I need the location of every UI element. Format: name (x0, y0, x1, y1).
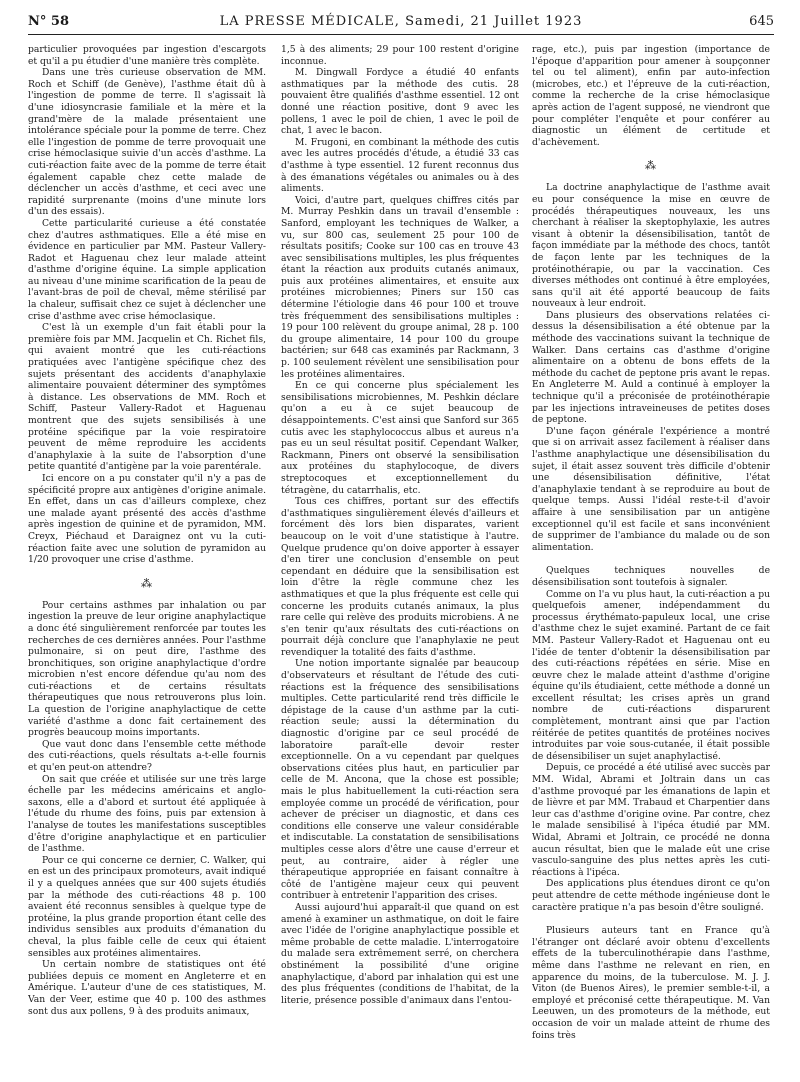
page-header (28, 14, 774, 35)
column-2 (281, 44, 519, 1074)
paragraph: Cette particularité curieuse a été constatée chez d'autres asthmatiques. Elle a été mise en évidence en particulier par MM. Pasteur Vallery-Radot et Haguenau chez leur malade atteint d'asthme d'origine équine. La simple application au niveau d'une minime scarification de la peau de l'avant-bras de poil de cheval, même stérilisé par la chaleur, suffisait chez ce sujet à déclencher une crise d'asthme avec crise hémoclasique. (28, 217, 266, 322)
issue-number: N° 58 (28, 14, 69, 29)
paragraph: M. Frugoni, en combinant la méthode des cutis avec les autres procédés d'étude, a étudié 33 cas d'asthme à type essentiel. 12 furent reconnus dus à des émanations végétales ou animales ou à des aliments. (281, 136, 519, 195)
paragraph: rage, etc.), puis par ingestion (importance de l'époque d'apparition pour amener à soupçonner tel ou tel aliment), enfin par auto-infection (microbes, etc.) et l'épreuve de la cuti-réaction, comme la recherche de la crise hémoclasique après action de l'agent supposé, ne viendront que pour compléter l'enquête et pour conférer au diagnostic un élément de certitude et d'achèvement. (532, 44, 770, 148)
paragraph: 1,5 à des aliments; 29 pour 100 restent d'origine inconnue. (281, 44, 519, 67)
paragraph: Comme on l'a vu plus haut, la cuti-réaction a pu quelquefois amener, indépendamment du processus érythémato-papuleux local, une crise d'asthme chez le sujet examiné. Partant de ce fait MM. Pasteur Vallery-Radot et Haguenau ont eu l'idée de tenter d'obtenir la désensibilisation par des cuti-réactions répétées en série. Mise en œuvre chez le malade atteint d'asthme d'origine équine qu'ils étudiaient, cette méthode a donné un excellent résultat; les crises après un grand nombre de cuti-réactions disparurent complètement, montrant ainsi que par l'action réitérée de petites quantités de protéines nocives introduites par voie sous-cutanée, il était possible de désensibiliser un sujet anaphylactisé. (532, 588, 770, 762)
page-number: 645 (749, 14, 774, 29)
paragraph: Depuis, ce procédé a été utilisé avec succès par MM. Widal, Abrami et Joltrain dans un cas d'asthme provoqué par les émanations de lapin et de lièvre et par MM. Trabaud et Charpentier dans leur cas d'asthme d'origine ovine. Par contre, chez le malade sensibilisé à l'ipéca étudié par MM. Widal, Abrami et Joltrain, ce procédé ne donna aucun résultat, bien que le malade eût une crise vasculo-sanguine des plus nettes après les cuti-réactions à l'ipéca. (532, 762, 770, 878)
column-3 (532, 44, 770, 1074)
paragraph: Pour certains asthmes par inhalation ou par ingestion la preuve de leur origine anaphylactique a donc été singulièrement renforcée par toutes les recherches de ces dernières années. Pour l'asthme pulmonaire, si on peut dire, l'asthme des bronchitiques, son origine anaphylactique d'ordre microbien n'est encore défendue qu'au nom des cuti-réactions et de certains résultats thérapeutiques que nous retrouverons plus loin. La question de l'origine anaphylactique de cette variété d'asthme a donc fait certainement des progrès beaucoup moins importants. (28, 599, 266, 739)
paragraph: C'est là un exemple d'un fait établi pour la première fois par MM. Jacquelin et Ch. Richet fils, qui avaient montré que les cuti-réactions pratiquées avec l'antigène spécifique chez des sujets présentant des accidents d'anaphylaxie alimentaire pouvaient déterminer des symptômes à distance. Les observations de MM. Roch et Schiff, Pasteur Vallery-Radot et Haguenau montrent que des sujets sensibilisés à une protéine spécifique par la voie respiratoire peuvent de même reproduire les accidents d'anaphylaxie à la suite de l'absorption d'une petite quantité d'antigène par la voie parentérale. (28, 322, 266, 473)
column-1 (28, 44, 266, 1074)
paragraph: Plusieurs auteurs tant en France qu'à l'étranger ont déclaré avoir obtenu d'excellents effets de la tuberculinothérapie dans l'asthme, même dans l'asthme ne relevant en rien, en apparence du moins, de la tuberculose. M. J. J. Viton (de Buenos Aires), le premier semble-t-il, a employé et préconisé cette thérapeutique. M. Van Leeuwen, un des promoteurs de la méthode, eut occasion de voir un malade atteint de rhume des foins très (532, 925, 770, 1041)
paragraph: Quelques techniques nouvelles de désensibilisation sont toutefois à signaler. (532, 565, 770, 588)
paragraph: Des applications plus étendues diront ce qu'on peut attendre de cette méthode ingénieuse dont le caractère pratique n'a pas besoin d'être souligné. (532, 878, 770, 913)
paragraph: M. Dingwall Fordyce a étudié 40 enfants asthmatiques par la méthode des cutis. 28 pouvaient être qualifiés d'asthme essentiel. 12 ont donné une réaction positive, dont 9 avec les pollens, 1 avec le poil de chien, 1 avec le poil de chat, 1 avec le bacon. (281, 67, 519, 137)
section-separator: ⁂ (141, 576, 153, 590)
paragraph: Dans une très curieuse observation de MM. Roch et Schiff (de Genève), l'asthme était dû à l'ingestion de pomme de terre. Il s'agissait là d'une idiosyncrasie familiale et la mère et la grand'mère de la malade présentaient une intolérance spéciale pour la pomme de terre. Chez elle l'ingestion de pomme de terre provoquait une crise hémoclasique suivie d'un accès d'asthme. La cuti-réaction faite avec de la pomme de terre était également capable chez cette malade de déclencher un accès d'asthme, et ceci avec une rapidité surprenante (moins d'une minute lors d'un des essais). (28, 67, 266, 218)
paragraph: On sait que créée et utilisée sur une très large échelle par les médecins américains et anglo-saxons, elle a d'abord et surtout été appliquée à l'étude du rhume des foins, puis par extension à l'analyse de toutes les manifestations susceptibles d'être d'origine anaphylactique et en particulier de l'asthme. (28, 773, 266, 855)
section-separator: ⁂ (645, 159, 657, 173)
paragraph: D'une façon générale l'expérience a montré que si on arrivait assez facilement à réaliser dans l'asthme anaphylactique une désensibilisation du sujet, il était assez souvent très difficile d'obtenir une désensibilisation définitive, l'état d'anaphylaxie tendant à se reproduire au bout de quelque temps. Aussi l'idéal reste-t-il d'avoir affaire à une sensibilisation par un antigène exceptionnel qu'il est facile et sans inconvénient de supprimer de l'ambiance du malade ou de son alimentation. (532, 425, 770, 553)
paragraph: Un certain nombre de statistiques ont été publiées depuis ce moment en Angleterre et en Amérique. L'auteur d'une de ces statistiques, M. Van der Veer, estime que 40 p. 100 des asthmes sont dus aux pollens, 9 à des produits animaux, (28, 959, 266, 1017)
paragraph: En ce qui concerne plus spécialement les sensibilisations microbiennes, M. Peshkin déclare qu'on a eu à ce sujet beaucoup de désappointements. C'est ainsi que Sanford sur 365 cutis avec les staphylococcus albus et aureus n'a pas eu un seul résultat positif. Cependant Walker, Rackmann, Piners ont observé la sensibilisation aux protéines du staphylocoque, de divers streptocoques et exceptionnellement du tétragène, du catarrhalis, etc. (281, 380, 519, 496)
paragraph: Pour ce qui concerne ce dernier, C. Walker, qui en est un des principaux promoteurs, avait indiqué il y a quelques années que sur 400 sujets étudiés par la méthode des cuti-réactions 48 p. 100 avaient été reconnus sensibles à quelque type de protéine, la plus grande proportion étant celle des individus sensibles aux produits d'émanation du cheval, la plus faible celle de ceux qui étaient sensibles aux protéines alimentaires. (28, 854, 266, 959)
paragraph: Dans plusieurs des observations relatées ci-dessus la désensibilisation a été obtenue par la méthode des vaccinations suivant la technique de Walker. Dans certains cas d'asthme d'origine alimentaire on a obtenu de bons effets de la méthode du cachet de peptone pris avant le repas. En Angleterre M. Auld a continué à employer la technique qu'il a préconisée de protéinothérapie par les injections intraveineuses de petites doses de peptone. (532, 309, 770, 426)
paragraph: particulier provoquées par ingestion d'escargots et qu'il a pu étudier d'une manière très complète. (28, 44, 266, 67)
paragraph: Que vaut donc dans l'ensemble cette méthode des cuti-réactions, quels résultats a-t-elle fournis et qu'en peut-on attendre? (28, 738, 266, 774)
paragraph: Une notion importante signalée par beaucoup d'observateurs et résultant de l'étude des cuti-réactions est la fréquence des sensibilisations multiples. Cette particularité rend très difficile le dépistage de la cause d'un asthme par la cuti-réaction seule; aussi la détermination du diagnostic d'origine par ce seul procédé de laboratoire paraît-elle devoir rester exceptionnelle. On a vu cependant par quelques observations citées plus haut, en particulier par celle de M. Ancona, que la chose est possible; mais le plus habituellement la cuti-réaction sera employée comme un procédé de vérification, pour achever de préciser un diagnostic, et dans ces conditions elle conserve une valeur considérable et indiscutable. La constatation de sensibilisations multiples cesse alors d'être une cause d'erreur et peut, au contraire, aider à régler une thérapeutique appropriée en faisant connaître à côté de l'antigène majeur ceux qui peuvent contribuer à entretenir l'apparition des crises. (281, 658, 519, 902)
paragraph: Ici encore on a pu constater qu'il n'y a pas de spécificité propre aux antigènes d'origine animale. En effet, dans un cas d'ailleurs complexe, chez une malade ayant présenté des accès d'asthme après ingestion de quinine et de pyramidon, MM. Creyx, Piéchaud et Daraignez ont vu la cuti-réaction faite avec une solution de pyramidon au 1/20 provoquer une crise d'asthme. (28, 472, 266, 566)
paragraph: Voici, d'autre part, quelques chiffres cités par M. Murray Peshkin dans un travail d'ensemble : Sanford, employant les techniques de Walker, a vu, sur 800 cas, seulement 25 pour 100 de résultats positifs; Cooke sur 100 cas en trouve 43 avec sensibilisations multiples, les plus fréquentes étant la réaction aux produits cutanés animaux, puis aux protéines alimentaires, et ensuite aux protéines microbiennes; Piners sur 150 cas détermine l'étiologie dans 46 pour 100 et trouve très fréquemment des sensibilisations multiples : 19 pour 100 relèvent du groupe animal, 28 p. 100 du groupe alimentaire, 14 pour 100 du groupe bactérien; sur 648 cas examinés par Rackmann, 3 p. 100 seulement révèlent une sensibilisation pour les protéines alimentaires. (281, 194, 519, 380)
paragraph: La doctrine anaphylactique de l'asthme avait eu pour conséquence la mise en œuvre de procédés thérapeutiques nouveaux, les uns cherchant à réaliser la skeptophylaxie, les autres visant à obtenir la désensibilisation, tantôt de façon immédiate par la méthode des chocs, tantôt de façon lente par les techniques de la protéinothérapie, ou par la vaccination. Ces diverses méthodes ont continué à être employées, sans qu'il ait été apporté beaucoup de faits nouveaux à leur endroit. (532, 182, 770, 310)
journal-title: LA PRESSE MÉDICALE, Samedi, 21 Juillet 1923 (219, 14, 583, 29)
paragraph: Aussi aujourd'hui apparaît-il que quand on est amené à examiner un asthmatique, on doit le faire avec l'idée de l'origine anaphylactique possible et même probable de cette maladie. L'interrogatoire du malade sera extrêmement serré, on cherchera obstinément la possibilité d'une origine anaphylactique, d'abord par inhalation qui est une des plus fréquentes (conditions de l'habitat, de la literie, présence possible d'animaux dans l'entou- (281, 901, 519, 1006)
paragraph: Tous ces chiffres, portant sur des effectifs d'asthmatiques singulièrement élevés d'ailleurs et forcément dès lors bien disparates, varient beaucoup on le voit d'une statistique à l'autre. Quelque prudence qu'on doive apporter à essayer d'en tirer une conclusion d'ensemble on peut cependant en déduire que la sensibilisation est loin d'être la règle commune chez les asthmatiques et que la plus fréquente est celle qui concerne les produits cutanés animaux, la plus rare celle qui relève des produits microbiens. A ne s'en tenir qu'aux résultats des cuti-réactions on pourrait déjà conclure que l'anaphylaxie ne peut revendiquer la totalité des faits d'asthme. (281, 496, 519, 658)
